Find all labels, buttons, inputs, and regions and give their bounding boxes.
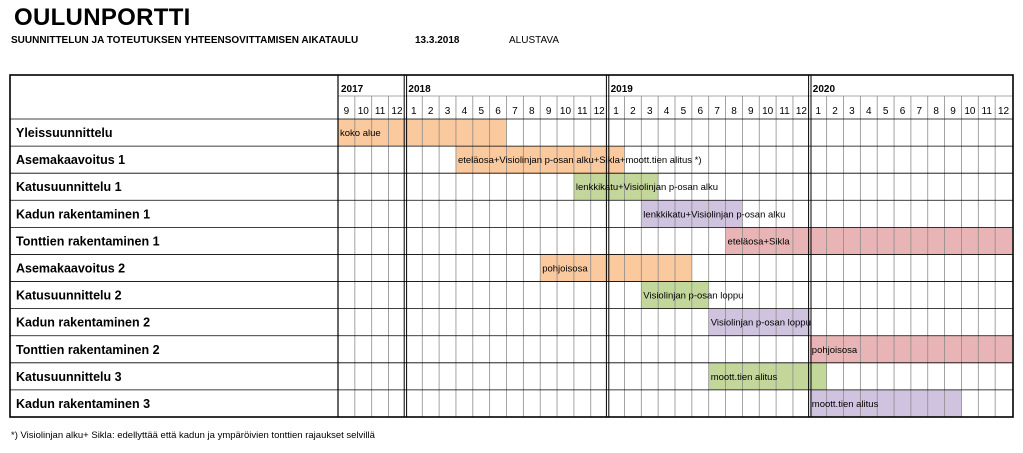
month-label: 8: [528, 106, 535, 117]
month-label: 10: [964, 106, 976, 117]
task-name: Tonttien rakentaminen 1: [16, 234, 160, 249]
month-label: 9: [343, 106, 350, 117]
bar-label: pohjoisosa: [811, 344, 858, 356]
bar-label: pohjoisosa: [542, 263, 588, 275]
month-label: 12: [795, 106, 807, 117]
year-label: 2017: [341, 84, 364, 95]
task-name: Katusuunnittelu 1: [16, 180, 122, 195]
month-label: 10: [357, 106, 369, 117]
bar-label: moott.tien alitus: [710, 371, 778, 383]
month-label: 1: [613, 106, 619, 117]
bar-label: Visiolinjan p-osan loppu: [643, 290, 744, 302]
task-name: Asemakaavoitus 2: [16, 261, 126, 276]
month-label: 6: [899, 106, 906, 117]
month-label: 9: [748, 106, 754, 117]
month-label: 12: [391, 106, 403, 117]
bar-label: lenkkikatu+Visiolinjan p-osan alku: [643, 209, 786, 221]
month-label: 8: [933, 106, 939, 117]
month-label: 9: [545, 106, 552, 117]
bar-label: Visiolinjan p-osan loppu: [710, 317, 811, 329]
month-label: 4: [865, 106, 872, 117]
month-label: 11: [577, 106, 588, 117]
month-label: 9: [950, 106, 956, 117]
schedule-date: 13.3.2018: [415, 35, 460, 46]
month-label: 1: [411, 106, 417, 117]
month-label: 11: [374, 106, 386, 117]
task-name: Katusuunnittelu 3: [16, 369, 122, 384]
schedule-subtitle: SUUNNITTELUN JA TOTEUTUKSEN YHTEENSOVITTAMISEN AIKATAULU: [11, 35, 359, 46]
month-label: 7: [916, 106, 923, 117]
month-label: 2: [427, 106, 434, 117]
month-label: 8: [731, 106, 737, 117]
task-name: Kadun rakentaminen 2: [16, 315, 151, 330]
month-label: 11: [981, 106, 992, 117]
year-label: 2018: [408, 84, 431, 95]
year-label: 2019: [610, 84, 633, 95]
task-name: Yleissuunnittelu: [16, 126, 113, 141]
month-label: 11: [779, 106, 790, 117]
task-name: Kadun rakentaminen 1: [16, 207, 151, 222]
task-name: Asemakaavoitus 1: [16, 153, 126, 168]
month-label: 6: [495, 106, 501, 117]
month-label: 5: [882, 106, 889, 117]
month-label: 3: [849, 106, 855, 117]
footnote: *) Visiolinjan alku+ Sikla: edellyttää että kadun ja ympäröivien tonttien rajaukset selvillä: [11, 430, 375, 441]
bar-label: eteläosa+Visiolinjan p-osan alku+Sikla+moott.tien alitus *): [457, 155, 702, 167]
bar-label: koko alue: [340, 128, 381, 140]
bar-label: lenkkikatu+Visiolinjan p-osan alku: [575, 182, 719, 194]
month-label: 5: [680, 106, 687, 117]
month-label: 5: [478, 106, 485, 117]
schedule-status: ALUSTAVA: [509, 35, 560, 46]
page-title: OULUNPORTTI: [14, 4, 191, 31]
bar-label: eteläosa+Sikla: [727, 236, 790, 248]
month-label: 10: [559, 106, 572, 117]
month-label: 4: [461, 106, 468, 117]
month-label: 12: [593, 106, 605, 117]
month-label: 3: [444, 106, 451, 117]
task-name: Katusuunnittelu 2: [16, 288, 122, 303]
month-label: 6: [697, 106, 704, 117]
task-name: Kadun rakentaminen 3: [16, 396, 151, 411]
month-label: 3: [646, 106, 653, 117]
month-label: 2: [630, 106, 636, 117]
month-label: 4: [663, 106, 670, 117]
task-name: Tonttien rakentaminen 2: [16, 342, 160, 357]
bar-label: moott.tien alitus: [811, 398, 879, 410]
month-label: 2: [832, 106, 838, 117]
month-label: 1: [815, 106, 822, 117]
month-label: 7: [512, 106, 518, 117]
month-label: 7: [714, 106, 720, 117]
month-label: 12: [998, 106, 1010, 117]
year-label: 2020: [812, 84, 836, 95]
month-label: 10: [762, 106, 774, 117]
